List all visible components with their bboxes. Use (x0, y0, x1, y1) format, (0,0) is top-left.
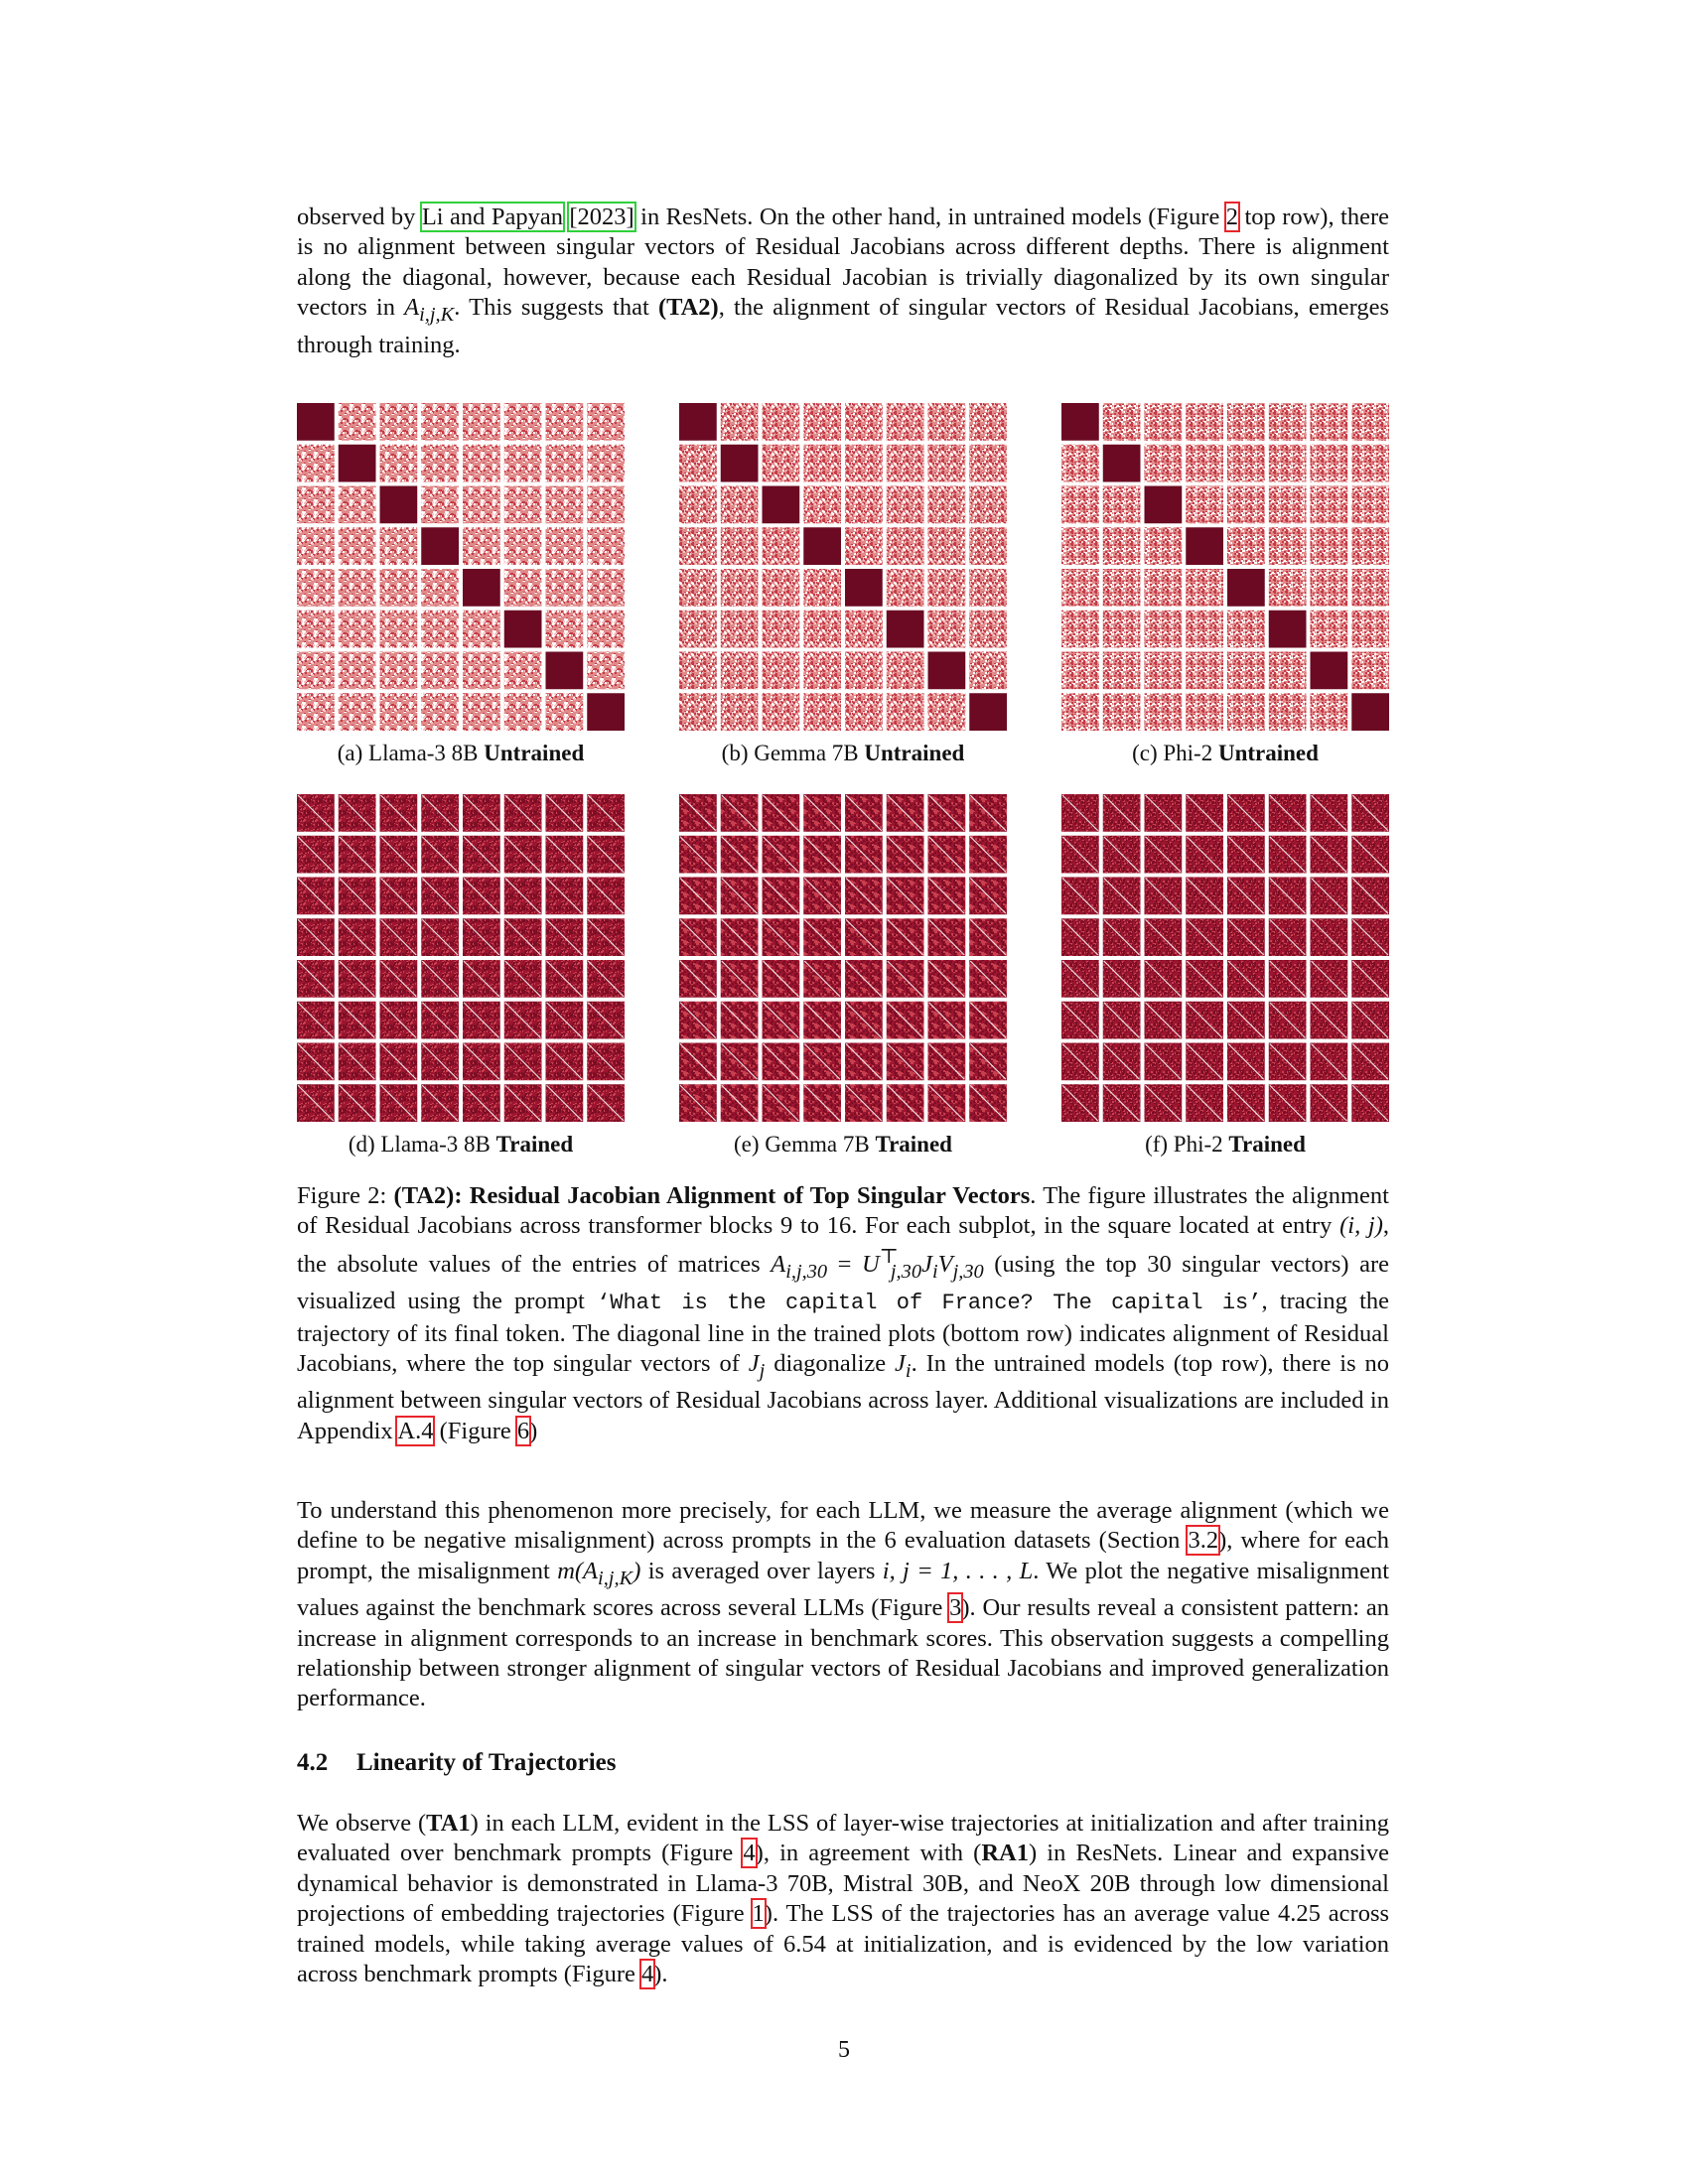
heatmap-cell (297, 611, 335, 648)
heatmap-cell (587, 445, 625, 482)
heatmap-cell (1145, 652, 1183, 690)
heatmap-cell (463, 445, 500, 482)
heatmap-cell (803, 652, 841, 690)
heatmap-cell (928, 445, 966, 482)
heatmap-cell (339, 403, 376, 441)
heatmap-cell (928, 527, 966, 565)
heatmap-cell (763, 445, 800, 482)
heatmap-cell (1351, 403, 1389, 441)
heatmap-cell (463, 569, 500, 607)
heatmap-cell (969, 652, 1007, 690)
heatmap-cell (380, 652, 418, 690)
heatmap-cell (721, 693, 759, 731)
heatmap-llama3-untrained (297, 403, 625, 731)
heatmap-cell (1351, 611, 1389, 648)
figure-2-caption: Figure 2: (TA2): Residual Jacobian Alignment of Top Singular Vectors. The figure illustrates the alignment of Residual Jacobians across transformer blocks 9 to 16. For each subplot, in the square located at entry (i, j), the absolute values of the entries of matrices $A_{i,j,30} = U^⊤_{j,30}J_iV_{j,30}$ (using the top 30 singular vectors) are visualized using the prompt ‘What is the capital of France? The capital is’, tracing the trajectory of its final token. The diagonal line in the trained plots (bottom row) indicates alignment of Residual Jacobians, where the top singular vectors of $J_j$ diagonalize $J_i$. In the untrained models (top row), there is no alignment between singular vectors of Residual Jacobians across layer. Additional visualizations are included in Appendix A.4 (Figure 6) (297, 1182, 1389, 1444)
heatmap-cell (928, 693, 966, 731)
heatmap-cell (421, 486, 459, 524)
heatmap-cell (421, 652, 459, 690)
heatmap-cell (380, 569, 418, 607)
heatmap-cell (504, 445, 542, 482)
heatmap-cell (1145, 693, 1183, 731)
heatmap-cell (803, 611, 841, 648)
heatmap-cell (380, 527, 418, 565)
heatmap-cell (928, 403, 966, 441)
heatmap-cell (1227, 611, 1265, 648)
heatmap-cell (463, 486, 500, 524)
heatmap-cell (1269, 527, 1307, 565)
heatmap-cell (1145, 403, 1183, 441)
heatmap-phi2-trained (1061, 794, 1389, 1122)
heatmap-cell (679, 652, 717, 690)
heatmap-cell (297, 693, 335, 731)
heatmap-cell (546, 693, 584, 731)
heatmap-cell (380, 486, 418, 524)
heatmap-cell (1311, 486, 1348, 524)
heatmap-cell (504, 569, 542, 607)
heatmap-cell (969, 486, 1007, 524)
heatmap-cell (1269, 569, 1307, 607)
figure-2-bottom-row (297, 794, 1389, 1161)
heatmap-cell (1145, 569, 1183, 607)
page-number: 5 (838, 2037, 850, 2063)
heatmap-cell (421, 527, 459, 565)
heatmap-cell (463, 403, 500, 441)
heatmap-cell (1351, 569, 1389, 607)
heatmap-cell (763, 527, 800, 565)
heatmap-cell (803, 569, 841, 607)
heatmap-gemma-trained (679, 794, 1007, 1122)
heatmap-cell (587, 611, 625, 648)
subfigure-caption-c: (c) Phi-2 Untrained (1132, 741, 1319, 765)
heatmap-cell (1145, 486, 1183, 524)
heatmap-cell (928, 569, 966, 607)
subfigure-caption-e: (e) Gemma 7B Trained (734, 1132, 952, 1157)
heatmap-cell (463, 527, 500, 565)
heatmap-cell (679, 486, 717, 524)
heatmap-cell (1227, 527, 1265, 565)
heatmap-cell (1311, 403, 1348, 441)
heatmap-cell (721, 527, 759, 565)
heatmap-cell (969, 611, 1007, 648)
heatmap-cell (721, 445, 759, 482)
heatmap-cell (1311, 527, 1348, 565)
heatmap-cell (721, 569, 759, 607)
subfigure-caption-a: (a) Llama-3 8B Untrained (337, 741, 585, 765)
heatmap-cell (587, 486, 625, 524)
heatmap-cell (721, 403, 759, 441)
heatmap-cell (546, 652, 584, 690)
heatmap-cell (546, 527, 584, 565)
heatmap-llama3-trained (297, 794, 625, 1122)
heatmap-cell (380, 611, 418, 648)
heatmap-cell (1186, 569, 1223, 607)
heatmap-cell (504, 693, 542, 731)
heatmap-cell (1351, 445, 1389, 482)
citation-year[interactable]: [2023] (569, 204, 634, 230)
heatmap-cell (504, 527, 542, 565)
heatmap-cell (721, 611, 759, 648)
figure-6-ref[interactable]: 6 (516, 1417, 530, 1444)
heatmap-cell (1311, 652, 1348, 690)
heatmap-cell (845, 486, 883, 524)
heatmap-cell (845, 527, 883, 565)
heatmap-cell (763, 652, 800, 690)
heatmap-cell (763, 403, 800, 441)
heatmap-cell (1186, 652, 1223, 690)
heatmap-cell (1061, 445, 1099, 482)
heatmap-cell (969, 693, 1007, 731)
heatmap-cell (1227, 486, 1265, 524)
heatmap-cell (339, 445, 376, 482)
heatmap-cell (887, 403, 924, 441)
heatmap-cell (845, 693, 883, 731)
heatmap-cell (1311, 693, 1348, 731)
heatmap-cell (297, 569, 335, 607)
heatmap-cell (803, 403, 841, 441)
heatmap-cell (1269, 693, 1307, 731)
heatmap-cell (803, 486, 841, 524)
heatmap-cell (928, 611, 966, 648)
heatmap-cell (679, 527, 717, 565)
citation-li-papyan[interactable]: Li and Papyan (421, 204, 563, 230)
heatmap-cell (721, 652, 759, 690)
heatmap-cell (339, 611, 376, 648)
heatmap-cell (504, 403, 542, 441)
subfigure-caption-b: (b) Gemma 7B Untrained (721, 741, 965, 765)
heatmap-cell (928, 486, 966, 524)
heatmap-cell (546, 569, 584, 607)
prompt-text: ‘What is the capital of France? The capital is’ (597, 1291, 1262, 1316)
heatmap-cell (969, 569, 1007, 607)
heatmap-cell (546, 611, 584, 648)
heatmap-cell (679, 569, 717, 607)
heatmap-cell (887, 527, 924, 565)
heatmap-cell (1061, 403, 1099, 441)
heatmap-cell (339, 652, 376, 690)
heatmap-cell (887, 569, 924, 607)
heatmap-cell (845, 445, 883, 482)
heatmap-cell (1061, 611, 1099, 648)
heatmap-cell (463, 693, 500, 731)
heatmap-cell (969, 445, 1007, 482)
heatmap-cell (679, 611, 717, 648)
heatmap-cell (546, 445, 584, 482)
heatmap-cell (1186, 693, 1223, 731)
section-heading-4-2 (297, 1749, 617, 1777)
heatmap-cell (380, 693, 418, 731)
heatmap-cell (887, 486, 924, 524)
section-number: 4.2 (297, 1749, 329, 1776)
section-title: Linearity of Trajectories (356, 1749, 617, 1776)
heatmap-cell (587, 569, 625, 607)
heatmap-cell (1351, 486, 1389, 524)
heatmap-cell (1061, 527, 1099, 565)
heatmap-cell (845, 569, 883, 607)
heatmap-cell (463, 652, 500, 690)
heatmap-cell (421, 611, 459, 648)
heatmap-cell (1311, 611, 1348, 648)
heatmap-cell (1186, 445, 1223, 482)
subfigure-caption-f: (f) Phi-2 Trained (1145, 1132, 1306, 1157)
heatmap-cell (297, 403, 335, 441)
heatmap-cell (1061, 486, 1099, 524)
heatmap-cell (803, 445, 841, 482)
heatmap-cell (1103, 486, 1141, 524)
heatmap-phi2-untrained (1061, 403, 1389, 731)
heatmap-cell (587, 527, 625, 565)
heatmap-cell (463, 611, 500, 648)
heatmap-cell (1269, 403, 1307, 441)
heatmap-cell (1186, 611, 1223, 648)
figure-3-ref[interactable]: 3 (949, 1594, 962, 1622)
alignment-paragraph: To understand this phenomenon more precisely, for each LLM, we measure the average alignment (which we define to be negative misalignment) across prompts in the 6 evaluation datasets (Section 3.2), where for each prompt, the misalignment $m(A_{i,j,K})$ is averaged over layers i, j = 1, . . . , L. We plot the negative misalignment values against the benchmark scores across several LLMs (Figure 3). Our results reveal a consistent pattern: an increase in alignment corresponds to an increase in benchmark scores. This observation suggests a compelling relationship between stronger alignment of singular vectors of Residual Jacobians and improved generalization performance. (297, 1497, 1390, 1712)
heatmap-cell (421, 693, 459, 731)
appendix-a4-ref[interactable]: A.4 (397, 1417, 434, 1444)
heatmap-cell (297, 445, 335, 482)
heatmap-cell (339, 693, 376, 731)
heatmap-cell (845, 652, 883, 690)
heatmap-cell (339, 486, 376, 524)
heatmap-cell (845, 403, 883, 441)
heatmap-cell (1145, 445, 1183, 482)
heatmap-cell (587, 652, 625, 690)
heatmap-cell (1145, 611, 1183, 648)
heatmap-cell (1269, 445, 1307, 482)
heatmap-cell (928, 652, 966, 690)
heatmap-cell (887, 611, 924, 648)
heatmap-cell (1351, 693, 1389, 731)
heatmap-cell (546, 486, 584, 524)
heatmap-cell (1227, 693, 1265, 731)
heatmap-cell (421, 569, 459, 607)
figure-2-ref[interactable]: 2 (1225, 204, 1239, 230)
figure-2-top-row (297, 403, 1389, 770)
figure-1-ref[interactable]: 1 (752, 1900, 765, 1928)
heatmap-cell (1351, 527, 1389, 565)
heatmap-gemma-untrained (679, 403, 1007, 731)
heatmap-cell (763, 611, 800, 648)
heatmap-cell (679, 693, 717, 731)
heatmap-cell (887, 693, 924, 731)
subfigure-caption-d: (d) Llama-3 8B Trained (348, 1132, 574, 1157)
heatmap-cell (1227, 652, 1265, 690)
heatmap-cell (969, 527, 1007, 565)
heatmap-cell (1186, 403, 1223, 441)
heatmap-cell (969, 403, 1007, 441)
heatmap-cell (421, 403, 459, 441)
heatmap-cell (587, 403, 625, 441)
heatmap-cell (1103, 403, 1141, 441)
heatmap-cell (845, 611, 883, 648)
linearity-paragraph: We observe (TA1) in each LLM, evident in the LSS of layer-wise trajectories at initialization and after training evaluated over benchmark prompts (Figure 4), in agreement with (RA1) in ResNets. Linear and expansive dynamical behavior is demonstrated in Llama-3 70B, Mistral 30B, and NeoX 20B through low dimensional projections of embedding trajectories (Figure 1). The LSS of the trajectories has an average value 4.25 across trained models, while taking average values of 6.54 at initialization, and is evidenced by the low variation across benchmark prompts (Figure 4). (297, 1810, 1390, 1988)
heatmap-cell (721, 486, 759, 524)
heatmap-cell (1061, 693, 1099, 731)
heatmap-cell (763, 569, 800, 607)
heatmap-cell (1145, 527, 1183, 565)
heatmap-cell (1186, 486, 1223, 524)
heatmap-cell (763, 486, 800, 524)
heatmap-cell (587, 693, 625, 731)
heatmap-cell (679, 445, 717, 482)
heatmap-cell (1103, 445, 1141, 482)
heatmap-cell (297, 652, 335, 690)
heatmap-cell (1061, 569, 1099, 607)
heatmap-cell (803, 693, 841, 731)
heatmap-cell (421, 445, 459, 482)
heatmap-cell (887, 445, 924, 482)
heatmap-cell (1061, 652, 1099, 690)
heatmap-cell (1311, 445, 1348, 482)
section-3-2-ref[interactable]: 3.2 (1188, 1527, 1219, 1555)
heatmap-cell (1351, 652, 1389, 690)
heatmap-cell (1227, 403, 1265, 441)
intro-paragraph: observed by Li and Papyan [2023] in ResNets. On the other hand, in untrained models (Figure 2 top row), there is no alignment between singular vectors of Residual Jacobians across different depths. There is alignment along the diagonal, however, because each Residual Jacobian is trivially diagonalized by its own singular vectors in $A_{i,j,K}$. This suggests that (TA2), the alignment of singular vectors of Residual Jacobians, emerges through training. (297, 204, 1390, 358)
heatmap-cell (297, 486, 335, 524)
heatmap-cell (380, 445, 418, 482)
heatmap-cell (504, 652, 542, 690)
heatmap-cell (1269, 486, 1307, 524)
heatmap-cell (1103, 611, 1141, 648)
heatmap-cell (339, 569, 376, 607)
heatmap-cell (1269, 611, 1307, 648)
heatmap-cell (1103, 569, 1141, 607)
figure-4-ref[interactable]: 4 (743, 1840, 756, 1867)
heatmap-cell (1103, 527, 1141, 565)
heatmap-cell (1186, 527, 1223, 565)
heatmap-cell (1227, 569, 1265, 607)
heatmap-cell (887, 652, 924, 690)
heatmap-cell (1269, 652, 1307, 690)
heatmap-cell (504, 486, 542, 524)
heatmap-cell (546, 403, 584, 441)
heatmap-cell (803, 527, 841, 565)
heatmap-cell (339, 527, 376, 565)
heatmap-cell (763, 693, 800, 731)
figure-4-ref-2[interactable]: 4 (641, 1961, 654, 1988)
heatmap-cell (297, 527, 335, 565)
heatmap-cell (1227, 445, 1265, 482)
heatmap-cell (380, 403, 418, 441)
heatmap-cell (1311, 569, 1348, 607)
heatmap-cell (679, 403, 717, 441)
heatmap-cell (1103, 693, 1141, 731)
heatmap-cell (504, 611, 542, 648)
heatmap-cell (1103, 652, 1141, 690)
